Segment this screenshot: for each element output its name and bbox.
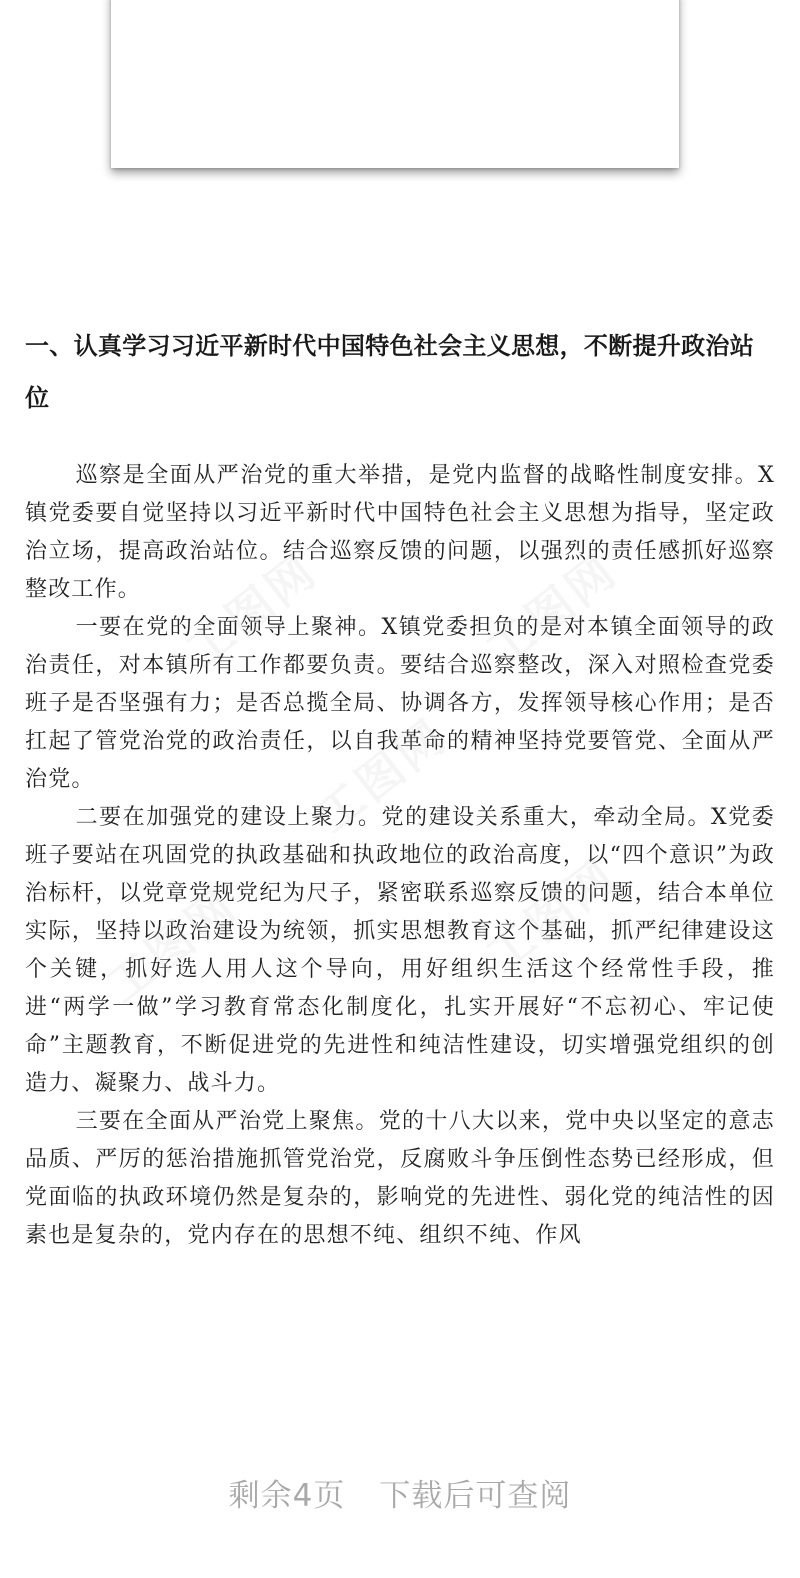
watermark-logo: 工图网 <box>476 847 628 983</box>
download-to-read-text[interactable]: 下载后可查阅 <box>379 1478 572 1514</box>
document-body <box>25 320 775 1255</box>
remaining-pages-text: 剩余4页 <box>228 1478 346 1514</box>
paragraph-point-one: 一要在党的全面领导上聚神。X镇党委担负的是对本镇全面领导的政治责任，对本镇所有工作都要负责。要结合巡察整改，深入对照检查党委班子是否坚强有力；是否总揽全局、协调各方，发挥领导核心作用；是否扛起了管党治党的政治责任，以自我革命的精神坚持党要管党、全面从严治党。 <box>25 615 775 792</box>
paragraph-intro: 巡察是全面从严治党的重大举措，是党内监督的战略性制度安排。X镇党委要自觉坚持以习近平新时代中国特色社会主义思想为指导，坚定政治立场，提高政治站位。结合巡察反馈的问题，以强烈的责任感抓好巡察整改工作。 <box>25 463 775 602</box>
watermark-logo: 工图网 <box>476 542 628 678</box>
section-heading: 一、认真学习习近平新时代中国特色社会主义思想，不断提升政治站位 <box>25 332 754 412</box>
paragraph-point-three: 三要在全面从严治党上聚焦。党的十八大以来，党中央以坚定的意志品质、严厉的惩治措施抓管党治党，反腐败斗争压倒性态势已经形成，但党面临的执政环境仍然是复杂的，影响党的先进性、弱化党的纯洁性的因素也是复杂的，党内存在的思想不纯、组织不纯、作风 <box>25 1109 775 1248</box>
paragraph-point-two: 二要在加强党的建设上聚力。党的建设关系重大，牵动全局。X党委班子要站在巩固党的执政基础和执政地位的政治高度，以“四个意识”为政治标杆，以党章党规党纪为尺子，紧密联系巡察反馈的问题，结合本单位实际，坚持以政治建设为统领，抓实思想教育这个基础，抓严纪律建设这个关键，抓好选人用人这个导向，用好组织生活这个经常性手段，推进“两学一做”学习教育常态化制度化，扎实开展好“不忘初心、牢记使命”主题教育，不断促进党的先进性和纯洁性建设，切实增强党组织的创造力、凝聚力、战斗力。 <box>25 805 775 1096</box>
previous-page-preview <box>111 0 679 168</box>
watermark-logo: 工图网 <box>306 707 458 843</box>
watermark-logo: 工图网 <box>176 542 328 678</box>
watermark-logo: 工图网 <box>96 877 248 1013</box>
download-banner[interactable] <box>0 1470 800 1515</box>
